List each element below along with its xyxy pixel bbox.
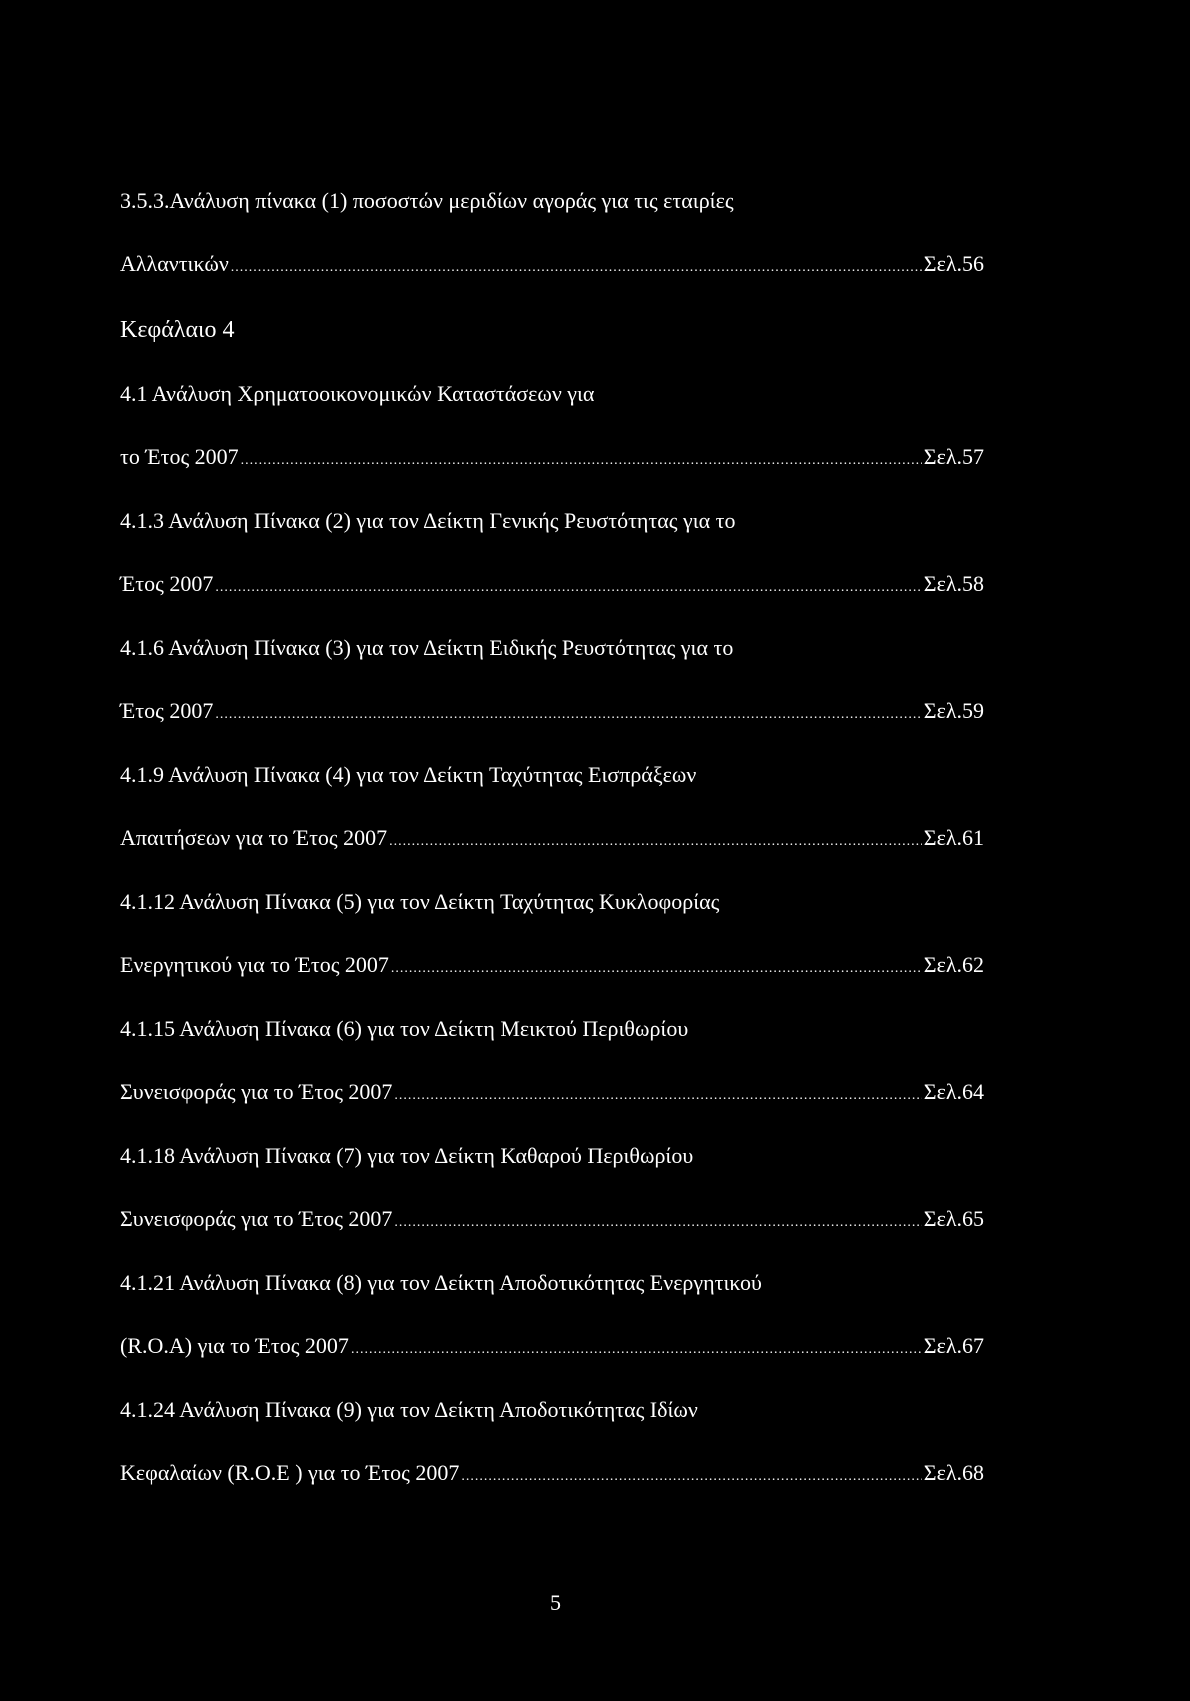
toc-entry-label: Έτος 2007 <box>120 698 214 723</box>
toc-entry-title: 4.1.15 Ανάλυση Πίνακα (6) για τον Δείκτη Μεικτού Περιθωρίου <box>120 1016 689 1041</box>
toc-entry-title: 4.1.9 Ανάλυση Πίνακα (4) για τον Δείκτη Ταχύτητας Εισπράξεων <box>120 762 697 787</box>
toc-entry-title: 4.1.21 Ανάλυση Πίνακα (8) για τον Δείκτη Αποδοτικότητας Ενεργητικού <box>120 1270 762 1295</box>
dot-leader <box>231 254 922 282</box>
toc-page-ref: Σελ.68 <box>923 1460 984 1485</box>
toc-entry-label: (R.O.A) για το Έτος 2007 <box>120 1333 349 1358</box>
toc-entry-title: 3.5.3.Ανάλυση πίνακα (1) ποσοστών μεριδίων αγοράς για τις εταιρίες <box>120 188 734 213</box>
dot-leader <box>389 828 922 856</box>
toc-entry-label: Συνεισφοράς για το Έτος 2007 <box>120 1079 393 1104</box>
dot-leader <box>215 574 921 602</box>
page-number: 5 <box>550 1590 561 1615</box>
toc-entry-title: 4.1.6 Ανάλυση Πίνακα (3) για τον Δείκτη Ειδικής Ρευστότητας για το <box>120 635 734 660</box>
toc-entry-label: Κεφαλαίων (R.O.E ) για το Έτος 2007 <box>120 1460 460 1485</box>
toc-entry-label: Απαιτήσεων για το Έτος 2007 <box>120 825 388 850</box>
chapter-heading: Κεφάλαιο 4 <box>120 317 235 343</box>
toc-page-ref: Σελ.61 <box>923 825 984 850</box>
dot-leader <box>394 1082 921 1110</box>
toc-page-ref: Σελ.58 <box>923 571 984 596</box>
toc-entry-title: 4.1 Ανάλυση Χρηματοοικονομικών Καταστάσεων για <box>120 381 595 406</box>
toc-entry-label: Έτος 2007 <box>120 571 214 596</box>
toc-entry-title: 4.1.24 Ανάλυση Πίνακα (9) για τον Δείκτη Αποδοτικότητας Ιδίων <box>120 1397 698 1422</box>
toc-entry-row <box>120 1205 984 1237</box>
dot-leader <box>215 701 921 729</box>
toc-entry-row <box>120 1459 984 1491</box>
toc-entry-label: Αλλαντικών <box>120 251 229 276</box>
dot-leader <box>351 1336 922 1364</box>
toc-page-ref: Σελ.64 <box>923 1079 984 1104</box>
toc-entry-row <box>120 1332 984 1364</box>
toc-entry-row <box>120 951 984 983</box>
dot-leader <box>391 955 922 983</box>
toc-page-ref: Σελ.65 <box>923 1206 984 1231</box>
toc-entry-row <box>120 250 984 282</box>
toc-entry-row <box>120 1078 984 1110</box>
dot-leader <box>394 1209 921 1237</box>
toc-page-ref: Σελ.56 <box>923 251 984 276</box>
toc-page-ref: Σελ.57 <box>923 444 984 469</box>
toc-page-ref: Σελ.62 <box>923 952 984 977</box>
toc-entry-row <box>120 824 984 856</box>
toc-entry-row <box>120 697 984 729</box>
toc-entry-row <box>120 443 984 475</box>
toc-entry-label: Ενεργητικού για το Έτος 2007 <box>120 952 389 977</box>
toc-page-ref: Σελ.59 <box>923 698 984 723</box>
toc-entry-title: 4.1.3 Ανάλυση Πίνακα (2) για τον Δείκτη Γενικής Ρευστότητας για το <box>120 508 736 533</box>
toc-entry-label: Συνεισφοράς για το Έτος 2007 <box>120 1206 393 1231</box>
toc-entry-label: το Έτος 2007 <box>120 444 239 469</box>
toc-entry-title: 4.1.18 Ανάλυση Πίνακα (7) για τον Δείκτη Καθαρού Περιθωρίου <box>120 1143 694 1168</box>
dot-leader <box>241 447 922 475</box>
toc-entry-title: 4.1.12 Ανάλυση Πίνακα (5) για τον Δείκτη Ταχύτητας Κυκλοφορίας <box>120 889 720 914</box>
toc-page-ref: Σελ.67 <box>923 1333 984 1358</box>
toc-entry-row <box>120 570 984 602</box>
dot-leader <box>461 1463 921 1491</box>
